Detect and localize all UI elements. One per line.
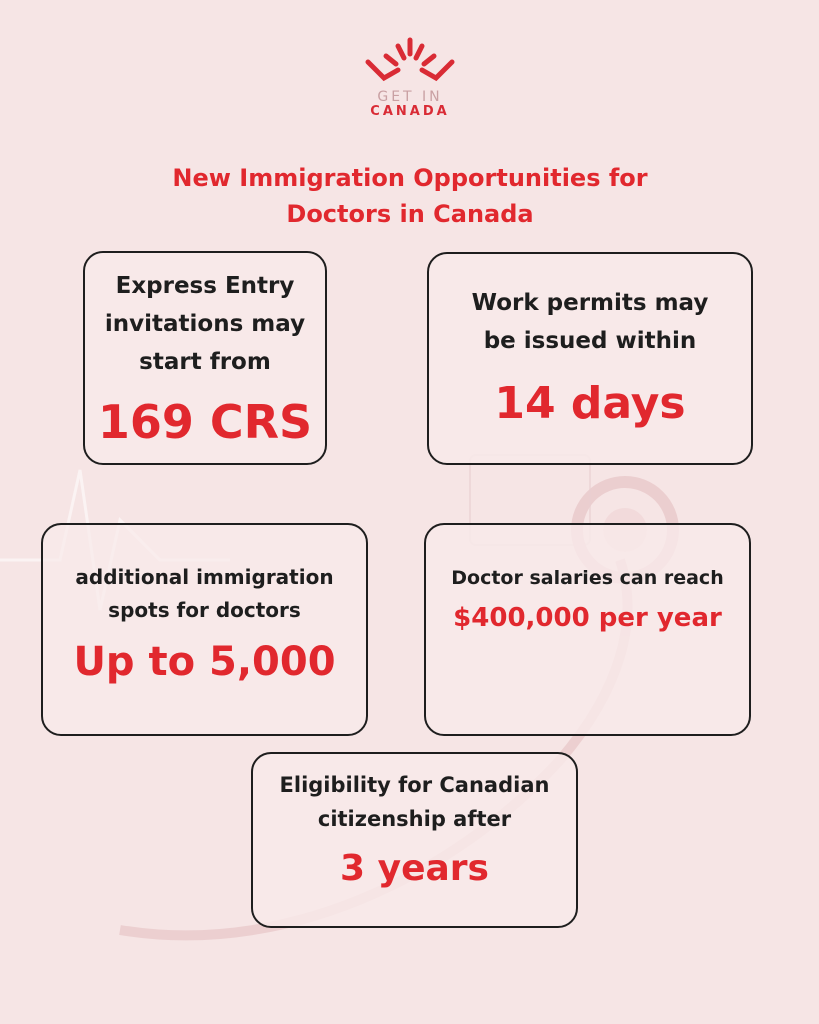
card-immigration-spots: [41, 523, 368, 736]
brand-name-line1: GET IN: [377, 89, 443, 105]
brand-logo: [355, 32, 465, 132]
title-line-1: New Immigration Opportunities for: [172, 164, 648, 192]
card-citizenship: [251, 752, 578, 928]
card-lead-line: spots for doctors: [108, 598, 301, 622]
card-express-entry: [83, 251, 327, 465]
brand-name-line2: CANADA: [370, 104, 450, 119]
card-doctor-salaries: [424, 523, 751, 736]
card-lead-line: invitations may: [104, 311, 306, 337]
card-lead-line: Eligibility for Canadian: [279, 773, 550, 797]
card-highlight: Up to 5,000: [73, 639, 336, 685]
card-highlight: 3 years: [340, 848, 489, 889]
card-work-permits: [427, 252, 753, 465]
sunburst-logo-icon: [360, 32, 460, 87]
card-lead-line: citizenship after: [317, 807, 512, 831]
card-lead-line: Doctor salaries can reach: [451, 567, 724, 589]
page-title: [60, 160, 760, 232]
card-highlight: $400,000 per year: [453, 603, 722, 633]
card-highlight: 169 CRS: [97, 395, 313, 449]
card-highlight: 14 days: [494, 378, 686, 429]
card-lead-line: additional immigration: [75, 565, 334, 589]
card-lead-line: Express Entry: [115, 273, 295, 299]
title-line-2: Doctors in Canada: [286, 200, 534, 228]
card-lead-line: Work permits may: [471, 290, 709, 316]
card-lead-line: be issued within: [483, 328, 697, 354]
card-lead-line: start from: [139, 349, 271, 375]
